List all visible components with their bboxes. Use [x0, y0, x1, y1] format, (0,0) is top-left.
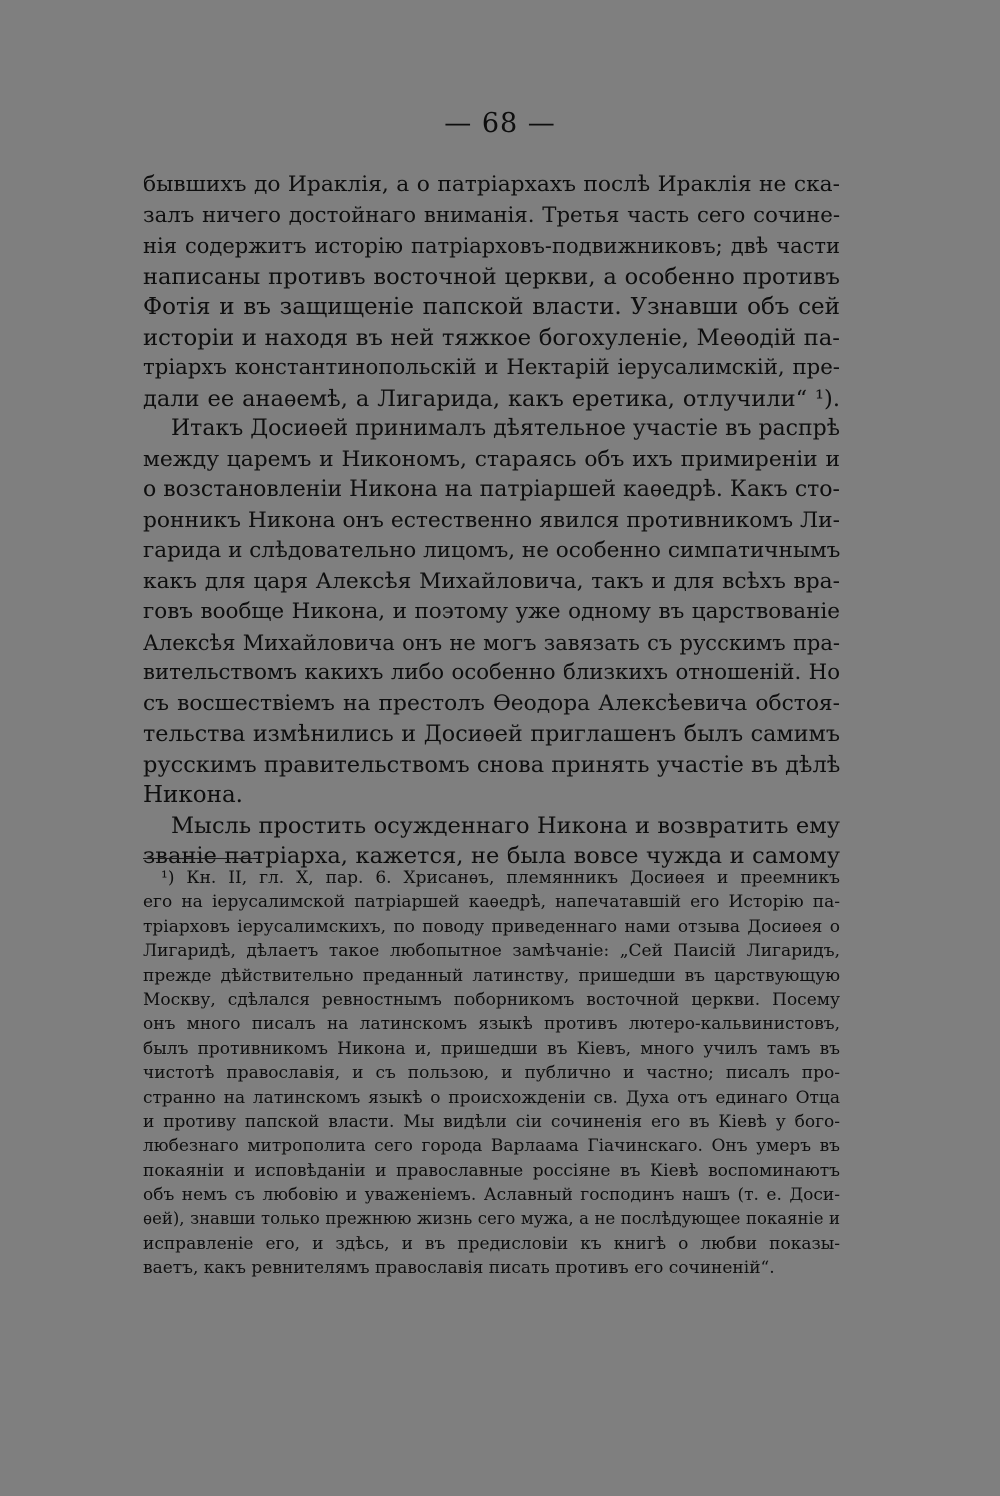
text-line: тельства измѣнились и Досиѳей приглашенъ былъ самимъ [143, 721, 840, 747]
footnote [143, 866, 840, 1281]
text-line: залъ ничего достойнаго вниманія. Третья часть сего сочине- [143, 202, 840, 228]
text-line: Никона. [143, 782, 243, 808]
text-line: бывшихъ до Ираклія, а о патріархахъ послѣ Ираклія не ска- [143, 172, 840, 197]
footnote-line: былъ противникомъ Никона и, пришедши въ Кіевъ, много училъ тамъ въ [143, 1038, 840, 1059]
footnote-line: ваетъ, какъ ревнителямъ православія писать противъ его сочиненій“. [143, 1258, 775, 1279]
text-line: Мысль простить осужденнаго Никона и возвратить ему [171, 812, 840, 839]
footnote-line: тріарховъ іерусалимскихъ, по поводу приведеннаго нами отзыва Досиѳея о [143, 916, 840, 937]
footnote-line: Лигаридѣ, дѣлаетъ такое любопытное замѣчаніе: „Сей Паисій Лигаридъ, [143, 941, 840, 962]
footnote-line: онъ много писалъ на латинскомъ языкѣ противъ лютеро-кальвинистовъ, [143, 1014, 840, 1035]
footnote-line: его на іерусалимской патріаршей каѳедрѣ, напечатавшій его Исторію па- [143, 892, 840, 913]
text-line: вительствомъ какихъ либо особенно близкихъ отношеній. Но [143, 660, 840, 685]
text-line: Итакъ Досиѳей принималъ дѣятельное участіе въ распрѣ [171, 416, 840, 441]
text-line: написаны противъ восточной церкви, а особенно противъ [143, 263, 840, 290]
text-line: дали ее анаѳемѣ, а Лигарида, какъ еретика, отлучили“ ¹). [143, 385, 840, 412]
main-text [143, 170, 840, 872]
footnote-line: чистотѣ православія, и съ пользою, и публично и частно; писалъ про- [143, 1063, 840, 1084]
footnote-line: и противу папской власти. Мы видѣли сіи сочиненія его въ Кіевѣ у бого- [143, 1111, 840, 1132]
text-line: Фотія и въ защищеніе папской власти. Узнавши объ сей [143, 294, 840, 320]
text-line: нія содержитъ исторію патріарховъ-подвижниковъ; двѣ части [143, 234, 840, 258]
footnote-line: Москву, сдѣлался ревностнымъ поборникомъ восточной церкви. Посему [143, 989, 840, 1010]
text-line: исторіи и находя въ ней тяжкое богохуленіе, Меѳодій па- [143, 324, 840, 351]
page-number: — 68 — [444, 108, 556, 139]
text-line: говъ вообще Никона, и поэтому уже одному въ царствованіе [143, 599, 840, 624]
text-line: о возстановленіи Никона на патріаршей каѳедрѣ. Какъ сто- [143, 477, 840, 502]
footnote-line: ѳей), знавши только прежнюю жизнь сего мужа, а не послѣдующее покаяніе и [143, 1209, 840, 1229]
footnote-line: любезнаго митрополита сего города Варлаама Гіачинскаго. Онъ умеръ въ [143, 1136, 840, 1157]
footnote-line: покаяніи и исповѣданіи и православные россіяне въ Кіевѣ воспоминаютъ [143, 1160, 840, 1181]
footnote-divider [143, 858, 259, 859]
footnote-line: исправленіе его, и здѣсь, и въ предисловіи къ книгѣ о любви показы- [143, 1233, 840, 1254]
footnote-line: прежде дѣйствительно преданный латинству, пришедши въ царствующую [143, 965, 840, 986]
text-line: русскимъ правительствомъ снова принять участіе въ дѣлѣ [143, 751, 841, 778]
text-line: гарида и слѣдовательно лицомъ, не особенно симпатичнымъ [143, 538, 841, 563]
text-line: Алексѣя Михайловича онъ не могъ завязать съ русскимъ пра- [143, 630, 840, 655]
footnote-line: странно на латинскомъ языкѣ о происхожденіи св. Духа отъ единаго Отца [143, 1087, 840, 1108]
text-line: званіе патріарха, кажется, не была вовсе чужда и самому [143, 843, 840, 869]
text-line: съ восшествіемъ на престолъ Ѳеодора Алексѣевича обстоя- [143, 690, 840, 716]
footnote-line: ¹) Кн. II, гл. X, пар. 6. Хрисанѳъ, племянникъ Досиѳея и преемникъ [161, 868, 840, 888]
text-line: тріархъ константинопольскій и Нектарій іерусалимскій, пре- [143, 355, 840, 380]
text-line: ронникъ Никона онъ естественно явился противникомъ Ли- [143, 507, 840, 533]
text-line: между царемъ и Никономъ, стараясь объ ихъ примиреніи и [143, 446, 840, 472]
footnote-line: объ немъ съ любовію и уваженіемъ. Аславный господинъ нашъ (т. е. Доси- [143, 1185, 840, 1206]
text-line: какъ для царя Алексѣя Михайловича, такъ и для всѣхъ вра- [143, 568, 840, 594]
